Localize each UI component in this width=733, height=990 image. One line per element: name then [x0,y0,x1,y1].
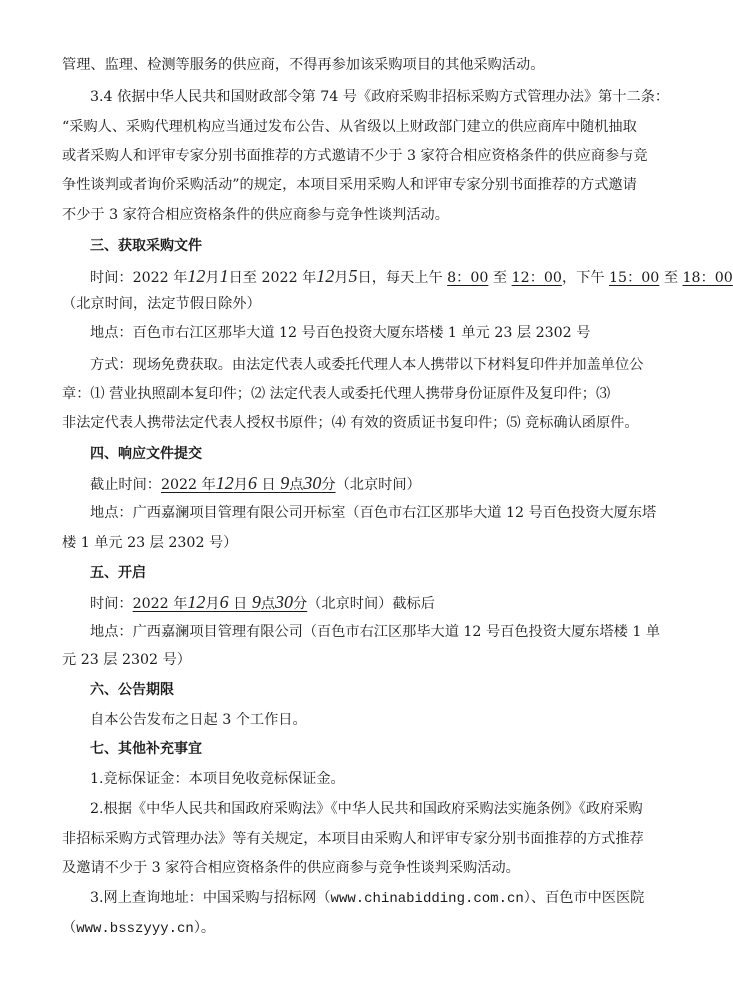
day-unit: 日 [256,477,281,494]
acquisition-place: 地点：百色市右江区那毕大道 12 号百色投资大厦东塔楼 1 单元 23 层 2302 号 [90,324,591,341]
method-line: 非法定代表人携带法定代表人授权书原件；⑷ 有效的资质证书复印件；⑸ 竞标确认函原件。 [62,415,639,432]
year: 2022 年 [132,595,188,612]
list-item-text: ）。 [193,919,216,936]
list-item-continued [62,918,215,939]
deadline [90,473,421,495]
time-label: 时间： [90,595,133,612]
handwritten-day: 6 [219,591,229,612]
day-unit: 日，每天上午 [357,269,448,286]
opening-value [132,591,308,612]
month-unit: 月 [205,269,220,286]
day-unit: 日至 [228,269,262,286]
submission-place: 楼 1 单元 23 层 2302 号） [62,534,238,551]
chinabidding-link[interactable]: www.chinabidding.com.cn [330,890,524,907]
paragraph-line: “采购人、采购代理机构应当通过发布公告、从省级以上财政部门建立的供应商库中随机抽取 [62,118,637,135]
handwritten-day: 1 [219,265,229,286]
year: 2022 年 [160,477,216,494]
pm-end: 18：00 [682,269,733,286]
paragraph-line: 不少于 3 家符合相应资格条件的供应商参与竞争性谈判活动。 [62,207,449,224]
section-heading: 四、响应文件提交 [90,446,202,463]
handwritten-day: 5 [348,265,358,286]
to-text: 至 [488,269,512,286]
minute-unit: 分 [293,595,308,612]
acquisition-time [90,266,733,288]
section-heading: 三、获取采购文件 [90,238,202,254]
pm-label: ，下午 [561,269,610,286]
time-note: （北京时间）截标后 [307,595,435,612]
section-heading: 五、开启 [90,564,146,581]
to-text: 至 [659,269,683,286]
time-label: 时间： [90,269,133,286]
hour-unit: 点 [289,477,304,494]
list-item-text: （ [62,919,77,936]
handwritten-minute: 30 [303,473,322,494]
deadline-value [160,473,336,494]
time-note: （北京时间，法定节假日除外） [62,295,261,312]
bsszyyy-link[interactable]: www.bsszyyy.cn [76,920,194,937]
am-start: 8：00 [447,269,489,286]
handwritten-month: 12 [316,265,335,286]
list-item-continued: 非招标采购方式管理办法》等有关规定，本项目由采购人和评审专家分别书面推荐的方式推荐 [62,830,644,847]
am-end: 12：00 [511,269,562,286]
notice-period: 自本公告发布之日起 3 个工作日。 [90,712,307,729]
month-unit: 月 [205,595,220,612]
paragraph-line: 3.4 依据中华人民共和国财政部令第 74 号《政府采购非招标采购方式管理办法》第十二条： [90,88,670,105]
list-item-text: ）、百色市中医医院 [523,889,645,906]
section-heading: 七、其他补充事宜 [90,741,202,758]
section-heading: 六、公告期限 [90,682,174,699]
handwritten-hour: 9 [251,591,261,612]
list-item: 1.竞标保证金：本项目免收竞标保证金。 [90,771,345,788]
day-unit: 日 [228,595,252,612]
opening-place: 元 23 层 2302 号） [62,652,191,669]
year: 2022 年 [132,269,188,286]
deadline-label: 截止时间： [90,477,161,494]
handwritten-day: 6 [247,473,257,494]
opening-place: 地点：广西嘉澜项目管理有限公司（百色市右江区那毕大道 12 号百色投资大厦东塔楼 1 单 [90,623,661,640]
list-item-text: 3.网上查询地址：中国采购与招标网（ [90,889,331,906]
paragraph-line: 管理、监理、检测等服务的供应商，不得再参加该采购项目的其他采购活动。 [62,57,545,73]
month-unit: 月 [334,269,349,286]
handwritten-hour: 9 [280,473,290,494]
pm-start: 15：00 [609,269,660,286]
paragraph-line: 争性谈判或者询价采购活动”的规定，本项目采用采购人和评审专家分别书面推荐的方式邀请 [62,177,637,194]
submission-place: 地点：广西嘉澜项目管理有限公司开标室（百色市右江区那毕大道 12 号百色投资大厦东塔 [90,504,657,521]
month-unit: 月 [233,477,248,494]
list-item-continued: 及邀请不少于 3 家符合相应资格条件的供应商参与竞争性谈判采购活动。 [62,859,520,876]
opening-time [90,592,435,614]
handwritten-month: 12 [187,265,206,286]
paragraph-line: 或者采购人和评审专家分别书面推荐的方式邀请不少于 3 家符合相应资格条件的供应商参与竞 [62,147,648,164]
year: 2022 年 [261,269,317,286]
minute-unit: 分 [321,477,336,494]
list-item [90,888,644,909]
handwritten-month: 12 [215,473,234,494]
list-item: 2.根据《中华人民共和国政府采购法》《中华人民共和国政府采购法实施条例》《政府采购 [90,800,643,817]
handwritten-month: 12 [187,591,206,612]
hour-unit: 点 [260,595,276,612]
time-note: （北京时间） [335,477,421,494]
handwritten-minute: 30 [275,591,294,612]
method-line: 章：⑴ 营业执照副本复印件；⑵ 法定代表人或委托代理人携带身份证原件及复印件；⑶ [62,386,611,403]
method-line: 方式：现场免费获取。由法定代表人或委托代理人本人携带以下材料复印件并加盖单位公 [90,356,644,373]
